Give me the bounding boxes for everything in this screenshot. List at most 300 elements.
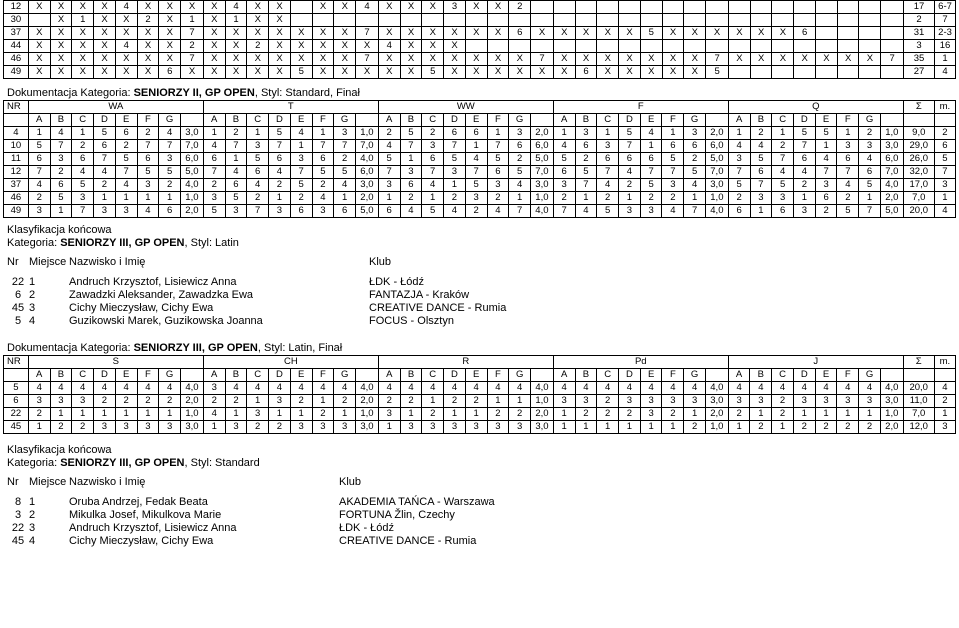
section2-scores-table xyxy=(3,355,956,434)
table-cell: 16 xyxy=(935,40,956,53)
table-cell: X xyxy=(400,1,422,14)
table-cell: 1 xyxy=(72,408,94,421)
table-cell: 1 xyxy=(422,192,444,205)
table-cell: 7 xyxy=(772,153,794,166)
table-cell: X xyxy=(94,66,116,79)
table-cell: X xyxy=(334,66,356,79)
table-cell: 3,0 xyxy=(531,421,554,434)
table-cell: 2 xyxy=(50,166,72,179)
judge-letter: C xyxy=(422,369,444,382)
table-cell: 5 xyxy=(575,166,597,179)
table-cell: 7 xyxy=(400,140,422,153)
table-cell: X xyxy=(444,27,466,40)
table-cell: 7 xyxy=(334,140,356,153)
table-cell: 4 xyxy=(4,127,29,140)
judge-letter: B xyxy=(750,369,772,382)
table-cell: 3 xyxy=(662,395,684,408)
table-cell xyxy=(750,40,772,53)
judge-letter: D xyxy=(94,114,116,127)
table-cell: 5,0 xyxy=(530,153,553,166)
table-cell: 4 xyxy=(159,382,181,395)
table-cell: 2 xyxy=(28,192,50,205)
table-cell: 4 xyxy=(662,382,684,395)
table-cell: 4 xyxy=(575,382,597,395)
table-cell: X xyxy=(50,40,72,53)
table-cell: 4 xyxy=(772,382,794,395)
table-cell: 7,0 xyxy=(705,166,728,179)
table-cell xyxy=(881,14,904,27)
table-cell xyxy=(180,114,203,127)
judge-letter: A xyxy=(203,369,225,382)
table-cell: 3 xyxy=(728,395,750,408)
table-cell: 1 xyxy=(772,127,794,140)
table-cell: 3 xyxy=(728,153,750,166)
table-cell: X xyxy=(684,66,706,79)
table-cell: 2 xyxy=(247,421,269,434)
table-cell xyxy=(794,14,816,27)
table-cell: 3 xyxy=(269,395,291,408)
table-cell: 4 xyxy=(728,382,750,395)
table-cell: X xyxy=(72,1,94,14)
table-cell: 2 xyxy=(444,395,466,408)
judge-letter: G xyxy=(684,369,706,382)
judge-letter: B xyxy=(50,369,72,382)
table-cell: 1 xyxy=(553,408,575,421)
table-cell: 1 xyxy=(137,192,159,205)
table-cell: 4 xyxy=(619,166,641,179)
table-cell: 1 xyxy=(619,192,641,205)
table-cell: X xyxy=(28,40,50,53)
table-cell xyxy=(728,40,750,53)
table-cell: X xyxy=(400,53,422,66)
table-cell: X xyxy=(72,27,94,40)
table-cell xyxy=(705,114,728,127)
list-item xyxy=(7,315,669,328)
table-cell: 3 xyxy=(640,408,662,421)
table-cell: 2 xyxy=(94,179,116,192)
table-row xyxy=(4,66,956,79)
table-cell: 4,0 xyxy=(705,382,728,395)
table-cell: 12 xyxy=(4,1,29,14)
table-cell: 4 xyxy=(422,179,444,192)
table-cell: 3 xyxy=(837,140,859,153)
table-cell: 5 xyxy=(934,153,955,166)
table-cell: 4 xyxy=(334,179,356,192)
table-cell xyxy=(619,14,641,27)
table-cell: X xyxy=(115,66,137,79)
table-cell: 5 xyxy=(312,166,334,179)
column-header: Klub xyxy=(369,256,392,268)
table-cell xyxy=(575,1,597,14)
table-cell: 1,0 xyxy=(530,192,553,205)
table-cell: 2,0 xyxy=(880,192,903,205)
table-cell: X xyxy=(487,53,509,66)
table-cell: 3 xyxy=(115,421,137,434)
table-cell: 1 xyxy=(934,192,955,205)
header-row xyxy=(4,101,956,114)
table-cell: 2 xyxy=(575,408,597,421)
table-cell: 4,0 xyxy=(355,153,378,166)
table-cell: 6,0 xyxy=(705,140,728,153)
table-row xyxy=(4,127,956,140)
list-cell: 8 xyxy=(14,496,22,508)
list-cell: FOCUS - Olsztyn xyxy=(369,315,454,327)
table-cell: 3 xyxy=(203,382,225,395)
table-cell: 3 xyxy=(575,395,597,408)
judge-letter: C xyxy=(597,369,619,382)
judge-letter: F xyxy=(662,369,684,382)
table-cell: 2 xyxy=(597,192,619,205)
table-cell: 7,0 xyxy=(880,166,903,179)
table-cell: X xyxy=(159,14,181,27)
table-cell: X xyxy=(269,66,291,79)
table-cell: 2 xyxy=(487,408,509,421)
table-cell: 7 xyxy=(203,166,225,179)
table-cell: X xyxy=(290,53,312,66)
table-cell: 3 xyxy=(904,40,935,53)
table-cell: 4 xyxy=(859,382,881,395)
table-cell: X xyxy=(203,27,225,40)
table-cell: X xyxy=(28,66,50,79)
dance-header: Pd xyxy=(553,356,728,369)
table-cell: 2,0 xyxy=(180,395,203,408)
table-cell: 4 xyxy=(247,382,269,395)
table-cell: X xyxy=(706,27,729,40)
table-cell: 3 xyxy=(94,421,116,434)
judge-letter: E xyxy=(465,369,487,382)
table-cell: 3 xyxy=(465,421,487,434)
list-cell: ŁDK - Łódź xyxy=(369,276,425,288)
table-cell: X xyxy=(72,66,94,79)
table-cell: X xyxy=(269,1,291,14)
table-cell: 1 xyxy=(181,14,204,27)
table-cell: 7 xyxy=(181,53,204,66)
table-cell: 6 xyxy=(247,166,269,179)
table-cell: 4 xyxy=(444,382,466,395)
table-cell: 6 xyxy=(225,179,247,192)
table-cell: 4 xyxy=(794,166,816,179)
table-cell: 2 xyxy=(94,395,116,408)
table-cell: 2 xyxy=(290,395,312,408)
table-cell: 3 xyxy=(619,395,641,408)
table-cell: 2 xyxy=(662,408,684,421)
table-cell: 5 xyxy=(94,127,116,140)
table-cell xyxy=(444,14,466,27)
table-cell: 6 xyxy=(115,127,137,140)
table-cell: 3,0 xyxy=(356,421,379,434)
table-cell: X xyxy=(94,14,116,27)
table-cell: 6,0 xyxy=(355,166,378,179)
table-cell: 12,0 xyxy=(903,421,934,434)
table-cell: 1 xyxy=(684,192,706,205)
table-cell: 3 xyxy=(553,395,575,408)
table-cell: 2 xyxy=(728,192,750,205)
table-cell: 2 xyxy=(181,40,204,53)
table-cell: X xyxy=(640,53,662,66)
table-cell: 7 xyxy=(269,140,291,153)
table-cell: 32,0 xyxy=(903,166,934,179)
table-cell xyxy=(530,114,553,127)
table-cell: X xyxy=(72,40,94,53)
list-cell: 3 xyxy=(14,509,22,521)
table-cell: 3,0 xyxy=(530,179,553,192)
list-item xyxy=(7,302,669,315)
table-cell: 4 xyxy=(728,140,750,153)
judge-letter: G xyxy=(334,114,356,127)
table-cell: X xyxy=(334,1,356,14)
column-header: Nazwisko i Imię xyxy=(69,256,146,268)
judge-letter: D xyxy=(269,114,291,127)
table-cell: 3 xyxy=(115,205,137,218)
table-cell xyxy=(684,14,706,27)
table-cell: 1 xyxy=(269,192,291,205)
table-cell: 2,0 xyxy=(531,408,554,421)
table-cell: 3 xyxy=(225,205,247,218)
table-cell: 2 xyxy=(684,153,706,166)
table-cell: 1 xyxy=(225,408,247,421)
table-cell: 2 xyxy=(859,421,881,434)
table-cell: 4 xyxy=(750,140,772,153)
column-header: NR xyxy=(4,101,29,114)
table-cell: 3 xyxy=(934,179,955,192)
table-cell: X xyxy=(94,1,116,14)
table-cell: X xyxy=(750,53,772,66)
table-cell: 2 xyxy=(553,192,575,205)
table-cell xyxy=(837,66,859,79)
judge-letter: A xyxy=(378,114,400,127)
table-cell xyxy=(815,14,837,27)
table-cell: 4 xyxy=(115,1,137,14)
table-cell: 2 xyxy=(334,153,356,166)
table-cell: 4 xyxy=(378,382,400,395)
table-cell: 1 xyxy=(159,192,181,205)
judge-letter: G xyxy=(859,114,881,127)
table-cell: X xyxy=(269,14,291,27)
table-cell: 7 xyxy=(750,179,772,192)
table-cell xyxy=(465,40,487,53)
table-cell: 1,0 xyxy=(180,408,203,421)
table-cell: 1 xyxy=(837,408,859,421)
table-cell: 2 xyxy=(247,192,269,205)
table-cell: 3 xyxy=(334,421,356,434)
table-cell: 3 xyxy=(640,395,662,408)
table-cell: 2 xyxy=(575,153,597,166)
judge-letter: A xyxy=(203,114,225,127)
table-cell: 2 xyxy=(684,421,706,434)
table-cell: 2 xyxy=(378,395,400,408)
judge-letter: A xyxy=(553,369,575,382)
table-cell: X xyxy=(203,66,225,79)
table-cell: 5 xyxy=(378,153,400,166)
table-cell: X xyxy=(772,53,794,66)
table-cell: 5,0 xyxy=(355,205,378,218)
table-cell xyxy=(378,14,400,27)
table-cell: 2 xyxy=(312,179,334,192)
table-cell xyxy=(794,40,816,53)
table-cell: 4 xyxy=(334,382,356,395)
table-cell: 2 xyxy=(28,408,50,421)
table-cell xyxy=(597,14,619,27)
list-cell: Mikulka Josef, Mikulkova Marie xyxy=(69,509,222,521)
table-cell: 4 xyxy=(356,1,379,14)
table-cell xyxy=(903,369,934,382)
table-cell: 2 xyxy=(597,395,619,408)
table-cell: X xyxy=(378,1,400,14)
table-cell: 7,0 xyxy=(355,140,378,153)
table-row xyxy=(4,53,956,66)
table-cell: 4 xyxy=(50,382,72,395)
table-cell: X xyxy=(553,27,575,40)
table-cell: 1 xyxy=(487,395,509,408)
list-item xyxy=(7,535,639,548)
table-cell: 3 xyxy=(837,395,859,408)
header-row xyxy=(7,476,639,489)
table-cell: 6 xyxy=(662,140,684,153)
table-cell: 5 xyxy=(619,127,641,140)
table-cell: 3 xyxy=(553,179,575,192)
table-cell: 5 xyxy=(28,140,50,153)
table-cell xyxy=(356,369,379,382)
column-header: Nr xyxy=(7,476,19,488)
table-cell: 5 xyxy=(422,205,444,218)
table-cell: X xyxy=(837,53,859,66)
table-cell: 5 xyxy=(247,153,269,166)
table-cell xyxy=(4,369,29,382)
table-cell xyxy=(706,1,729,14)
table-cell: 1 xyxy=(137,408,159,421)
top-results-table xyxy=(3,0,956,79)
judge-letter: D xyxy=(619,369,641,382)
table-cell: 4 xyxy=(837,382,859,395)
table-cell: 1 xyxy=(509,192,531,205)
table-cell: 1 xyxy=(837,127,859,140)
table-cell: 4 xyxy=(137,205,159,218)
table-cell xyxy=(312,14,334,27)
table-cell: X xyxy=(444,40,466,53)
table-cell: 1 xyxy=(269,408,291,421)
table-cell: 2 xyxy=(159,395,181,408)
table-cell: 3 xyxy=(247,408,269,421)
table-cell: 4 xyxy=(684,179,706,192)
table-cell: X xyxy=(422,40,444,53)
table-cell: X xyxy=(465,53,487,66)
judge-letter: A xyxy=(553,114,575,127)
table-cell xyxy=(881,40,904,53)
table-row xyxy=(4,395,956,408)
table-cell: 1 xyxy=(553,421,575,434)
judge-letter: C xyxy=(72,114,94,127)
table-cell: 2 xyxy=(728,408,750,421)
judge-letter: A xyxy=(28,369,50,382)
table-cell: 1 xyxy=(793,408,815,421)
table-cell: 4 xyxy=(72,166,94,179)
table-cell: 1 xyxy=(750,205,772,218)
judge-letter: E xyxy=(290,114,312,127)
table-cell: 1 xyxy=(72,14,94,27)
table-cell: X xyxy=(312,40,334,53)
table-cell: X xyxy=(662,53,684,66)
list-cell: 5 xyxy=(14,315,22,327)
table-cell: 1 xyxy=(378,192,400,205)
table-cell: 4 xyxy=(662,205,684,218)
table-cell: 49 xyxy=(4,205,29,218)
header-row xyxy=(4,356,956,369)
table-cell: 1 xyxy=(203,421,225,434)
list-item xyxy=(7,509,639,522)
table-cell: X xyxy=(772,27,794,40)
table-cell: 4 xyxy=(269,382,291,395)
table-cell: 4 xyxy=(597,382,619,395)
table-cell: 7 xyxy=(935,14,956,27)
table-cell: 2 xyxy=(859,127,881,140)
table-cell: X xyxy=(444,53,466,66)
judge-letter: G xyxy=(859,369,881,382)
table-cell xyxy=(705,369,728,382)
table-cell: X xyxy=(465,66,487,79)
judge-letter: C xyxy=(772,369,794,382)
judge-letter: D xyxy=(94,369,116,382)
table-cell: 4 xyxy=(247,179,269,192)
table-cell xyxy=(662,1,684,14)
table-cell xyxy=(290,14,312,27)
section2-heading: Dokumentacja Kategoria: SENIORZY III, GP OPEN, Styl: Latin, Finał xyxy=(7,342,343,354)
judge-letter: B xyxy=(225,114,247,127)
table-cell xyxy=(531,14,554,27)
table-cell: 2,0 xyxy=(180,205,203,218)
table-cell: 1 xyxy=(934,408,955,421)
table-cell: 1 xyxy=(422,395,444,408)
table-cell: X xyxy=(619,53,641,66)
table-cell: 1,0 xyxy=(880,408,903,421)
table-cell: 27 xyxy=(904,66,935,79)
table-cell: 29,0 xyxy=(903,140,934,153)
table-cell: 3 xyxy=(509,421,531,434)
table-cell: 6 xyxy=(400,179,422,192)
final2-title: Klasyfikacja końcowa xyxy=(7,444,112,456)
table-cell: X xyxy=(750,27,772,40)
table-cell xyxy=(880,369,903,382)
table-cell: 5 xyxy=(553,153,575,166)
table-cell: 1 xyxy=(640,421,662,434)
table-cell: X xyxy=(487,27,509,40)
table-cell xyxy=(837,1,859,14)
table-row xyxy=(4,179,956,192)
table-cell xyxy=(290,1,312,14)
judge-letter: C xyxy=(247,114,269,127)
list-cell: 4 xyxy=(29,535,36,547)
list-cell: 22 xyxy=(11,522,25,534)
table-cell: 1 xyxy=(312,127,334,140)
list-cell: FORTUNA Žlin, Czechy xyxy=(339,509,455,521)
table-cell: 1 xyxy=(94,408,116,421)
table-cell xyxy=(815,40,837,53)
table-cell: 2 xyxy=(444,192,466,205)
table-cell: 4 xyxy=(225,166,247,179)
list-cell: Andruch Krzysztof, Lisiewicz Anna xyxy=(69,276,237,288)
table-cell: 3 xyxy=(815,179,837,192)
table-cell: 4 xyxy=(597,179,619,192)
table-cell: 4,0 xyxy=(180,382,203,395)
table-cell: 4,0 xyxy=(530,205,553,218)
table-cell: 1 xyxy=(247,395,269,408)
judge-letter: E xyxy=(465,114,487,127)
table-cell: 7 xyxy=(378,166,400,179)
table-cell xyxy=(640,40,662,53)
table-cell: 5,0 xyxy=(880,205,903,218)
dance-header: WA xyxy=(28,101,203,114)
table-cell: 6 xyxy=(794,27,816,40)
table-cell: 2-3 xyxy=(935,27,956,40)
